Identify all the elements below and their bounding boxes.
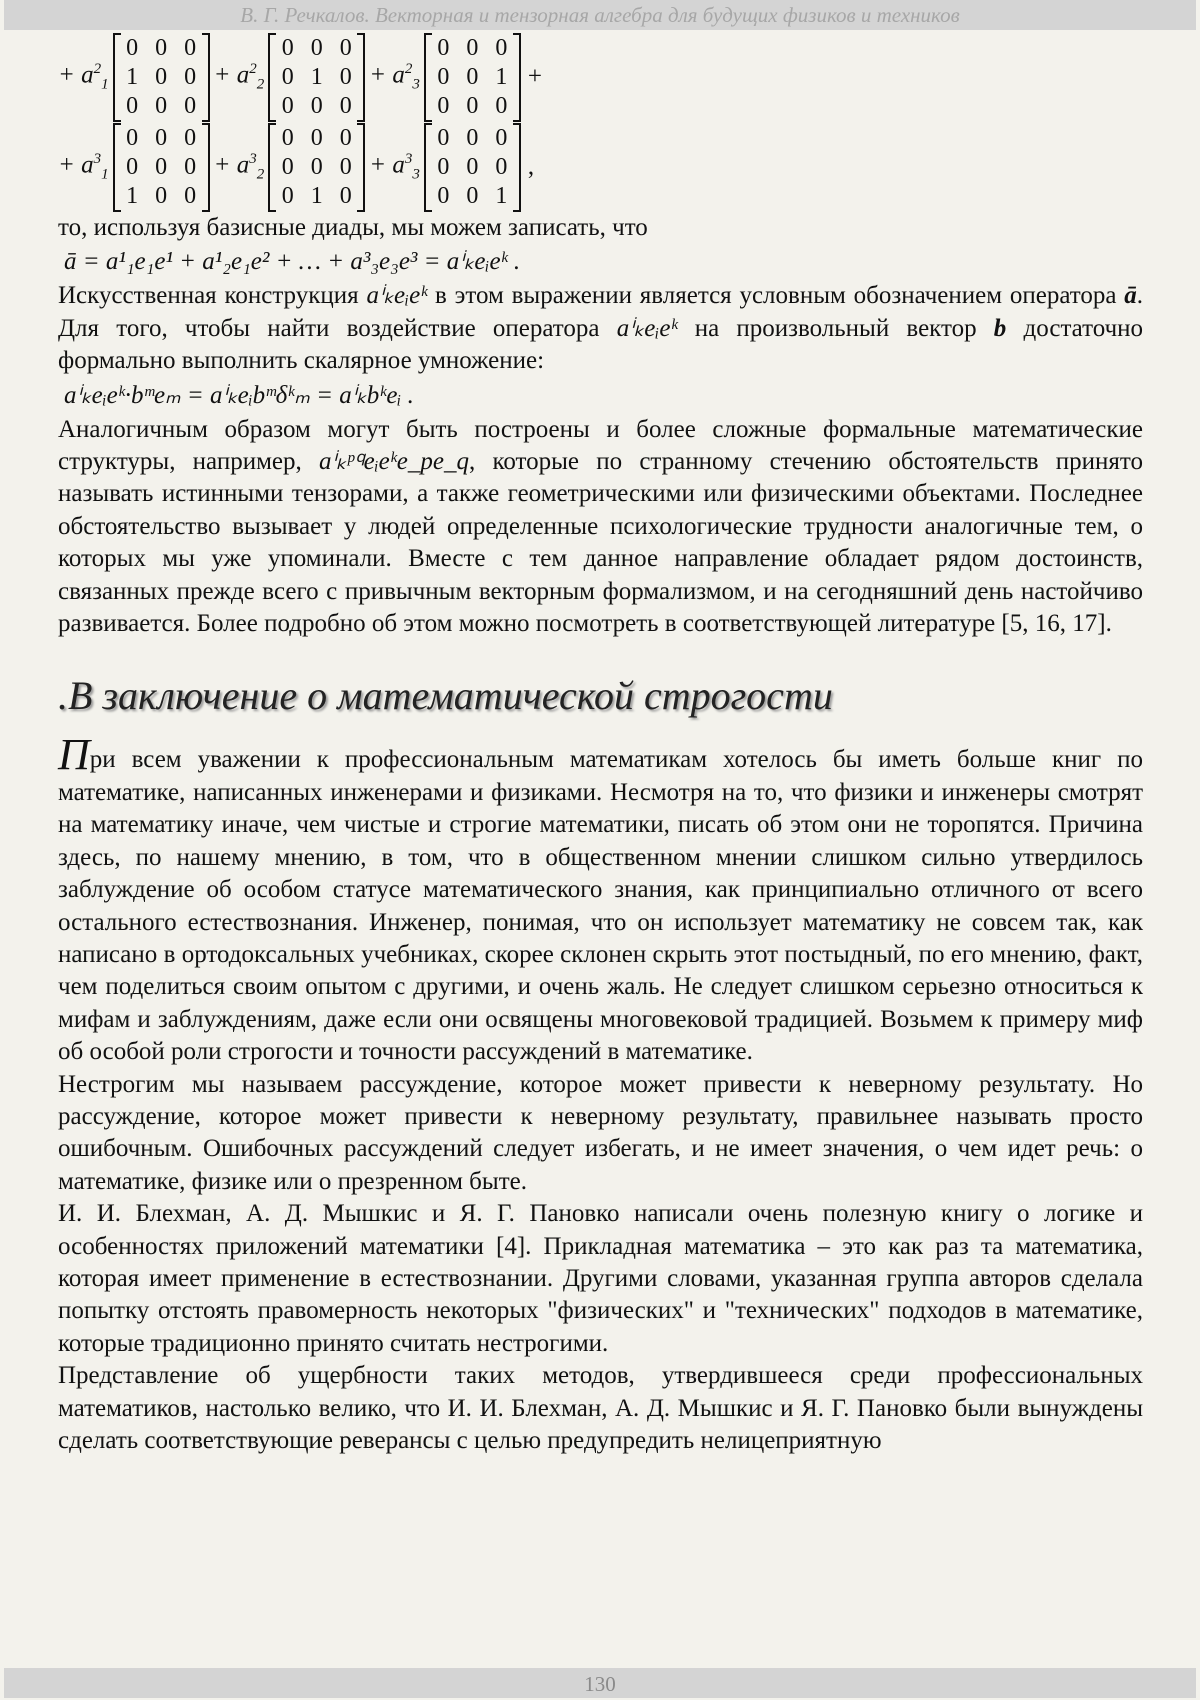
matrix-cell: 0 [302, 92, 331, 121]
formula-operator-a: ā [1124, 282, 1137, 309]
matrix-cell: 0 [458, 182, 487, 211]
page-footer [4, 1668, 1196, 1698]
matrix-cell: 0 [147, 63, 176, 92]
matrix-cell: 0 [176, 63, 205, 92]
matrix-cell: 0 [331, 34, 360, 63]
matrix-cell: 0 [331, 153, 360, 182]
matrix-cell: 0 [458, 92, 487, 121]
matrix-cell: 0 [118, 92, 147, 121]
p2-part-a: Аналогичным образом могут быть построены и более сложные формальные математиче­ские структуры, например, [58, 416, 1143, 475]
section-heading: .В заключение о математической строгости [58, 672, 1143, 719]
formula-construction-2: aⁱₖeᵢeᵏ [617, 315, 678, 342]
formula-tensor: aⁱₖᵖ𐞥eᵢeᵏe_pe_q [319, 448, 469, 475]
paragraph-tensors [58, 414, 1143, 641]
matrix-cell: 0 [458, 34, 487, 63]
matrix-cell: 0 [147, 34, 176, 63]
formula-dyad-expansion-text: ā = a¹₁e₁e¹ + a¹₂e₁e² + … + a³₃e₃e³ = aⁱₖeᵢeᵏ . [64, 248, 520, 275]
formula-dyad-expansion [58, 244, 1143, 280]
matrix-cell: 0 [331, 124, 360, 153]
matrix-cell: 0 [302, 34, 331, 63]
matrix [113, 34, 210, 121]
formula-dot-product-text: aⁱₖeᵢeᵏ·bᵐeₘ = aⁱₖeᵢbᵐδᵏₘ = aⁱₖbᵏeᵢ . [64, 382, 414, 409]
matrix-cell: 0 [302, 153, 331, 182]
matrix-cell: 0 [147, 124, 176, 153]
matrix-cell: 0 [429, 63, 458, 92]
matrix-coefficient: + a31 [58, 151, 109, 183]
formula-dot-product [58, 378, 1143, 414]
page-number: 130 [584, 1672, 616, 1696]
matrix-cell: 0 [429, 153, 458, 182]
p1-part-c: . Для того, чтобы найти воздействие оператора [58, 282, 1143, 341]
matrix-cell: 0 [273, 63, 302, 92]
matrix-row-tail: + [528, 63, 542, 91]
paragraph-representation: Представление об ущербности таких методов, утвердившееся среди профессиональных математиков, настолько велико, что И. И. Блехман, А. Д. Мышкис и Я. Г. Пановко были вынуждены сделать соответствующие реверансы с целью предупредить нелицеприятную [58, 1360, 1143, 1457]
paragraph-blekhman: И. И. Блехман, А. Д. Мышкис и Я. Г. Пановко написали очень полезную книгу о логике и особенностях приложений математики [4]. Прикладная математика – это как раз та мате­матика, которая имеет применение в естествознании. Другими словами, указанная груп­па авторов сделала попытку отстоять правомерность некоторых "физических" и "техни­ческих" подходов в математике, которые традиционно принято считать нестрогими. [58, 1198, 1143, 1360]
matrix [268, 124, 365, 211]
matrix [268, 34, 365, 121]
matrix-cell: 0 [273, 34, 302, 63]
matrix-cell: 1 [302, 182, 331, 211]
matrix-cell: 0 [429, 34, 458, 63]
matrix-cell: 0 [273, 124, 302, 153]
running-header: В. Г. Речкалов. Векторная и тензорная алгебра для будущих физиков и техников [4, 0, 1196, 30]
matrix-cell: 0 [118, 153, 147, 182]
matrix [424, 124, 521, 211]
drop-cap: П [58, 730, 90, 779]
matrix-cell: 0 [302, 124, 331, 153]
matrix-cell: 0 [487, 92, 516, 121]
matrix-cell: 0 [147, 153, 176, 182]
matrix-cell: 0 [429, 182, 458, 211]
matrix-cell: 0 [331, 63, 360, 92]
matrix-row-2 [58, 122, 1143, 212]
matrix-row-tail: , [528, 153, 534, 181]
matrix-cell: 0 [176, 124, 205, 153]
matrix-cell: 0 [487, 153, 516, 182]
matrix-cell: 1 [487, 63, 516, 92]
matrix-cell: 0 [487, 124, 516, 153]
matrix-cell: 0 [458, 63, 487, 92]
matrix-cell: 0 [331, 182, 360, 211]
matrix-cell: 0 [331, 92, 360, 121]
matrix-cell: 0 [429, 92, 458, 121]
matrix-coefficient: + a23 [369, 61, 420, 93]
matrix [113, 124, 210, 211]
matrix-cell: 0 [273, 153, 302, 182]
matrix-coefficient: + a33 [369, 151, 420, 183]
p3-text: ри всем уважении к профессиональным математикам хотелось бы иметь больше книг по математике, написанных инженерами и физиками. Несмотря на то, что физики и инженеры смотрят на математику иначе, чем чистые и строгие математики, писать об этом они не торопятся. Причина здесь, по нашему мнению, в том, что в общественном мнении слишком сильно утвердилось заблуждение об особом статусе математического знания, как принципиально отличного от всего остального естествознания. Инженер, по­нимая, что он использует математику не совсем так, как написано в ортодоксальных учебниках, скорее склонен скрыть этот постыдный, по его мнению, факт, чем поделиться своим опытом с другими, и очень жаль. Не следует слишком серьезно относиться к ми­фам и заблуждениям, даже если они освящены многовековой традицией. Возьмем к при­меру миф об особой роли строгости и точности рассуждений в математике. [58, 746, 1143, 1065]
paragraph-respect [58, 739, 1143, 1068]
matrix-cell: 0 [458, 153, 487, 182]
matrix-cell: 0 [147, 182, 176, 211]
p1-part-d: на произвольный вектор [695, 315, 977, 342]
matrix-cell: 0 [429, 124, 458, 153]
matrix [424, 34, 521, 121]
p1-part-e: достаточно формально выполнить скалярное умножение: [58, 315, 1143, 374]
matrix-cell: 0 [273, 182, 302, 211]
matrix-cell: 0 [176, 34, 205, 63]
matrix-cell: 0 [147, 92, 176, 121]
matrix-coefficient: + a32 [214, 151, 265, 183]
page-content [58, 32, 1143, 1457]
paragraph-nonstrict: Нестрогим мы называем рассуждение, которое может привести к неверному результату. Но рассуждение, которое может привести к неверному результату, правильнее называть просто ошибочным. Ошибочных рассуждений следует избегать, и не имеет значения, о чем идет речь: о математике, физике или о презренном быте. [58, 1069, 1143, 1199]
matrix-cell: 0 [458, 124, 487, 153]
matrix-cell: 0 [118, 34, 147, 63]
p1-part-b: в этом выражении является условным обозначением оператора [435, 282, 1116, 309]
paragraph-construction [58, 280, 1143, 377]
matrix-cell: 0 [487, 34, 516, 63]
matrix-coefficient: + a22 [214, 61, 265, 93]
matrix-row-1 [58, 32, 1143, 122]
matrix-cell: 1 [118, 63, 147, 92]
matrix-cell: 1 [302, 63, 331, 92]
matrix-coefficient: + a21 [58, 61, 109, 93]
intro-line: то, используя базисные диады, мы можем записать, что [58, 212, 1143, 244]
matrix-cell: 1 [487, 182, 516, 211]
p1-part-a: Искусственная конструкция [58, 282, 359, 309]
matrix-cell: 0 [118, 124, 147, 153]
p2-part-b: , которые по странному стечению обстоя­тельств принято называть истинными тензорами, а также геометрическими или физиче­скими объектами. Последнее обстоятельство вызывает у людей определенные психоло­гические трудности аналогичные тем, о которых мы уже упоминали. Вместе с тем дан­ное направление обладает рядом достоинств, связанных прежде всего с привычным век­торным формализмом, и на сегодняшний день настойчиво развивается. Более подробно об этом можно посмотреть в соответствующей литературе [5, 16, 17]. [58, 448, 1143, 637]
formula-construction: aⁱₖeᵢeᵏ [366, 282, 427, 309]
matrix-cell: 0 [176, 182, 205, 211]
formula-vector-b: b [994, 315, 1007, 342]
matrix-cell: 1 [118, 182, 147, 211]
matrix-cell: 0 [176, 92, 205, 121]
matrix-cell: 0 [176, 153, 205, 182]
matrix-cell: 0 [273, 92, 302, 121]
